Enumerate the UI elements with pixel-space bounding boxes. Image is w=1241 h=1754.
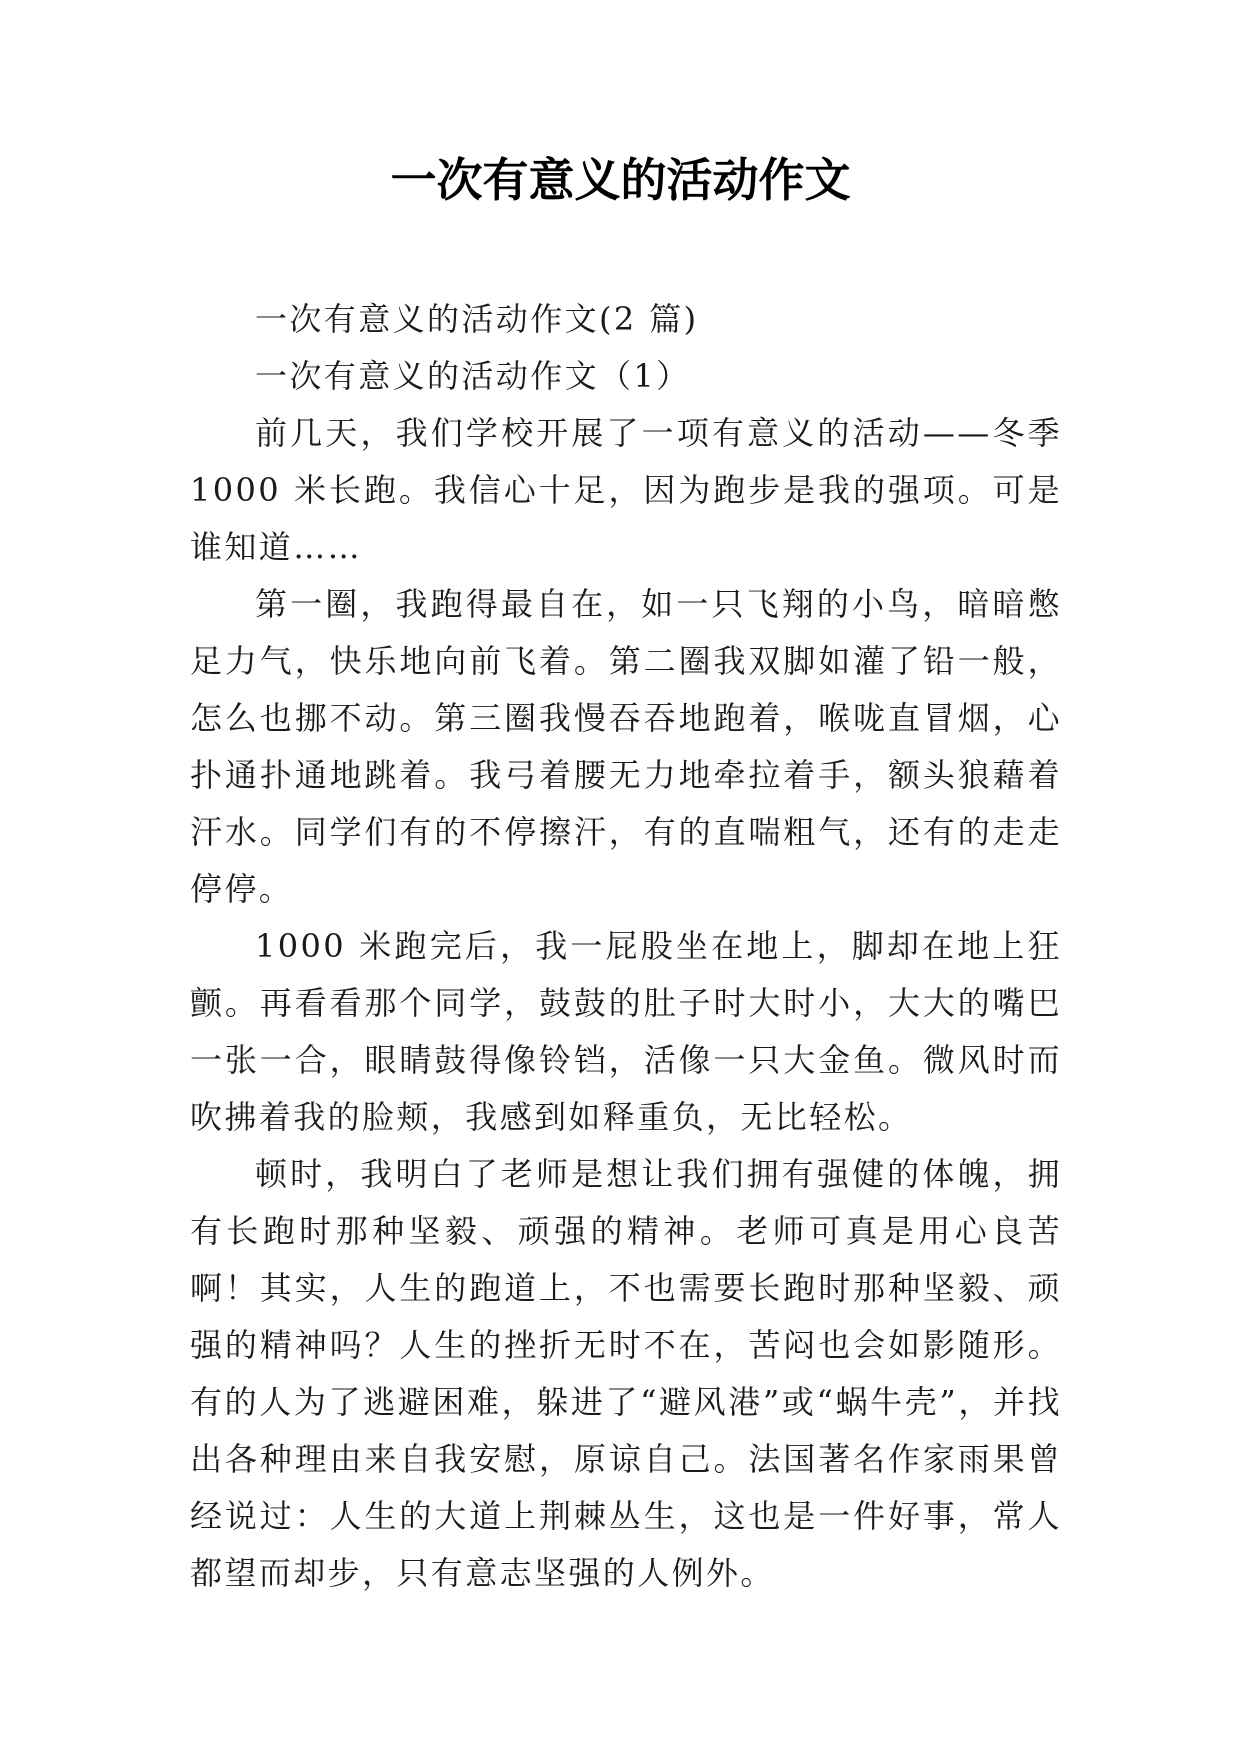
document-body	[190, 291, 1062, 1602]
paragraph: 前几天，我们学校开展了一项有意义的活动——冬季 1000 米长跑。我信心十足，因为跑步是我的强项。可是谁知道……	[190, 414, 1062, 566]
paragraph: 顿时，我明白了老师是想让我们拥有强健的体魄，拥有长跑时那种坚毅、顽强的精神。老师可真是用心良苦啊！其实，人生的跑道上，不也需要长跑时那种坚毅、顽强的精神吗？人生的挫折无时不在，苦闷也会如影随形。有的人为了逃避困难，躲进了“避风港”或“蜗牛壳”，并找出各种理由来自我安慰，原谅自己。法国著名作家雨果曾经说过：人生的大道上荆棘丛生，这也是一件好事，常人都望而却步，只有意志坚强的人例外。	[190, 1155, 1062, 1592]
document-title: 一次有意义的活动作文	[390, 153, 851, 207]
paragraph: 1000 米跑完后，我一屁股坐在地上，脚却在地上狂颤。再看看那个同学，鼓鼓的肚子时大时小，大大的嘴巴一张一合，眼睛鼓得像铃铛，活像一只大金鱼。微风时而吹拂着我的脸颊，我感到如释重负，无比轻松。	[190, 927, 1062, 1136]
paragraph: 第一圈，我跑得最自在，如一只飞翔的小鸟，暗暗憋足力气，快乐地向前飞着。第二圈我双脚如灌了铅一般，怎么也挪不动。第三圈我慢吞吞地跑着，喉咙直冒烟，心扑通扑通地跳着。我弓着腰无力地牵拉着手，额头狼藉着汗水。同学们有的不停擦汗，有的直喘粗气，还有的走走停停。	[190, 585, 1062, 908]
paragraph-part-heading: 一次有意义的活动作文（1）	[255, 357, 691, 395]
paragraph-subtitle: 一次有意义的活动作文(2 篇)	[255, 300, 699, 338]
